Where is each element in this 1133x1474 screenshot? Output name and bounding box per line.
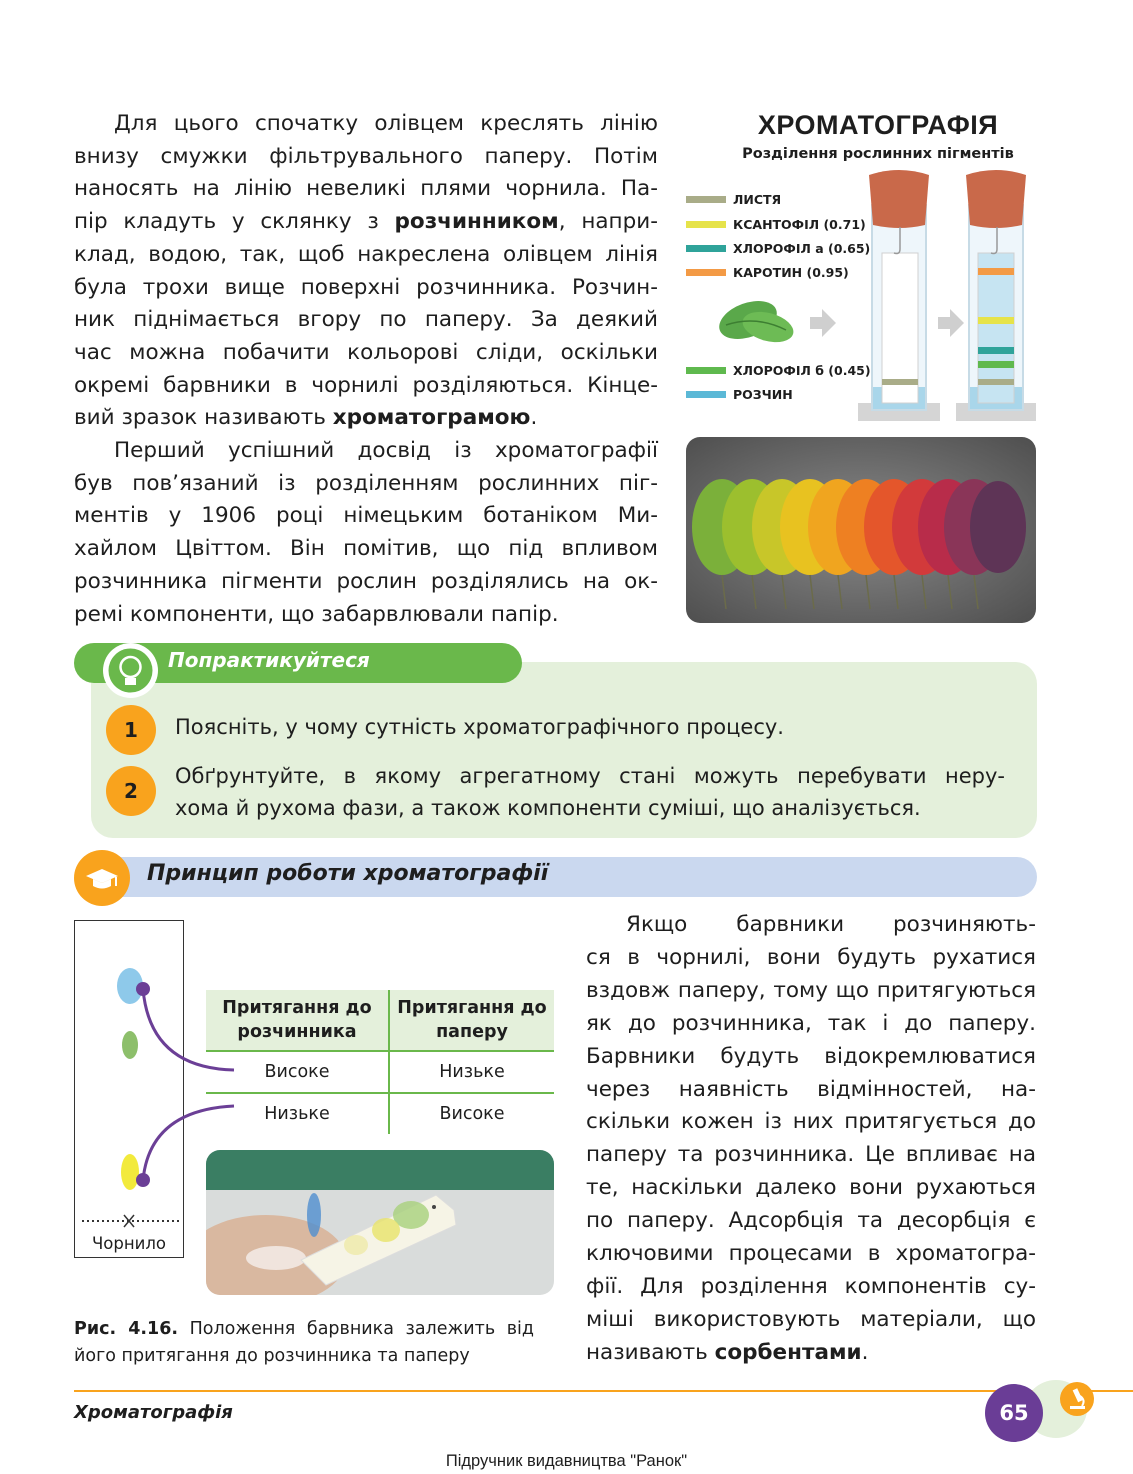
legend-item-leaves: ЛИСТЯ: [686, 190, 781, 208]
question-1: Поясніть, у чому сутність хроматографічного процесу.: [175, 715, 784, 739]
microscope-icon: [1060, 1382, 1094, 1416]
text-line: як до розчинника, так і до паперу.: [586, 1010, 1036, 1036]
text-line: був пов’язаний із розділенням рослинних піг-: [74, 470, 658, 496]
lightbulb-puzzle-icon: [103, 643, 158, 698]
test-tube-2: [956, 170, 1036, 421]
text-line: ник піднімається вгору по паперу. За деякий: [74, 307, 658, 333]
ink-label: Чорнило: [91, 1234, 167, 1253]
legend-item-chlorophyll-b: ХЛОРОФІЛ б (0.45): [686, 361, 871, 379]
section-title: Принцип роботи хроматографії: [147, 861, 549, 886]
text-line: ся в чорнилі, вони будуть рухатися: [586, 944, 1036, 970]
text-line: була трохи вище поверхні розчинника. Розчин-: [74, 274, 658, 300]
text-line: називають сорбентами.: [586, 1339, 869, 1365]
text-line: вздовж паперу, тому що притягуються: [586, 977, 1036, 1003]
text-line: клад, водою, так, щоб накреслена олівцем лінія: [74, 241, 658, 267]
page-number: 65: [985, 1384, 1043, 1442]
practice-label: Попрактикуйтеся: [168, 648, 370, 672]
infographic-subtitle: Розділення рослинних пігментів: [742, 146, 1014, 162]
text-line: Перший успішний досвід із хроматографії: [114, 438, 658, 464]
text-line: ключовими процесами в хроматогра-: [586, 1241, 1036, 1267]
table-header: Притягання до розчинника: [206, 990, 389, 1051]
figure-caption: Рис. 4.16. Положення барвника залежить від його притягання до розчинника та паперу: [74, 1319, 534, 1366]
table-row: [206, 1051, 554, 1093]
attraction-table: [206, 990, 554, 1134]
figure-number: Рис. 4.16.: [74, 1319, 179, 1339]
principle-paragraph: [586, 909, 1036, 1370]
text-line: розчинника пігменти рослин розділялись на ок-: [74, 568, 658, 594]
legend-item-xanthophyll: КСАНТОФІЛ (0.71): [686, 215, 866, 233]
table-header: Притягання до паперу: [389, 990, 554, 1051]
chromatogram-photo: [206, 1150, 554, 1295]
text-line: Для цього спочатку олівцем креслять лінію: [114, 111, 658, 136]
question-number: 2: [106, 766, 156, 816]
paper-strip-in-hand-illustration: [206, 1150, 554, 1295]
text-line: хайлом Цвіттом. Він помітив, що під впливом: [74, 536, 658, 562]
graduation-cap-icon: [74, 850, 130, 906]
legend-item-chlorophyll-a: ХЛОРОФІЛ а (0.65): [686, 239, 870, 257]
chromatography-illustration: [686, 165, 1036, 427]
text-line: пір кладуть у склянку з розчинником, напри-: [74, 209, 658, 235]
table-row: [206, 1093, 554, 1134]
arrow-icon: [810, 309, 836, 337]
text-line: наносять на лінію невеликі плями чорнила. Па-: [74, 176, 658, 202]
table-cell: Низьке: [389, 1051, 554, 1093]
term-solvent: розчинником: [394, 209, 559, 235]
text-line: через наявність відмінностей, на-: [586, 1076, 1036, 1102]
text-line: внизу смужки фільтрувального паперу. Потім: [74, 143, 658, 169]
text-line: ментів у 1906 році німецьким ботаніком Ми-: [74, 503, 658, 529]
leaves-color-gradient-illustration: [686, 437, 1036, 623]
text-line: Якщо барвники розчиняють-: [626, 912, 1036, 937]
table-cell: Високе: [439, 1104, 505, 1124]
text-line: по паперу. Адсорбція та десорбція є: [586, 1208, 1036, 1234]
question-2: Обґрунтуйте, в якому агрегатному стані можуть перебувати неру- хома й рухома фази, а також компоненти суміші, що аналізується.: [175, 764, 1005, 820]
text-line: паперу та розчинника. Це впливає на: [586, 1142, 1036, 1168]
text-line: те, наскільки далеко вони рухаються: [586, 1175, 1036, 1201]
text-line: Барвники будуть відокремлюватися: [586, 1043, 1036, 1069]
footer-rule: [74, 1390, 1133, 1392]
legend-item-carotene: КАРОТИН (0.95): [686, 263, 849, 281]
infographic-title: ХРОМАТОГРАФІЯ: [757, 110, 999, 140]
yellow-spot: [121, 1154, 139, 1190]
leaves-photo: [686, 437, 1036, 623]
test-tube-1: [858, 170, 940, 421]
text-line: міші використовують матеріали, що: [586, 1306, 1036, 1332]
question-number: 1: [106, 705, 156, 755]
text-line: фії. Для розділення компонентів су-: [586, 1273, 1036, 1299]
arrow-icon: [938, 309, 964, 337]
text-line: час можна побачити кольорові сліди, оскільки: [74, 339, 658, 365]
term-chromatogram: хроматограмою: [332, 405, 531, 431]
intro-paragraph: [74, 108, 658, 631]
text-line: окремі барвники в чорнилі розділяються. Кінце-: [74, 372, 658, 398]
legend-item-solution: РОЗЧИН: [686, 385, 793, 403]
text-line: скільки кожен із них притягується до: [586, 1109, 1036, 1135]
publisher-note: Підручник видавництва "Ранок": [445, 1452, 688, 1470]
green-spot: [122, 1031, 138, 1059]
leaf-icon: [714, 294, 797, 347]
term-sorbents: сорбентами: [714, 1339, 862, 1365]
text-line: вий зразок називають хроматограмою.: [74, 405, 538, 431]
table-cell: Низьке: [206, 1093, 389, 1134]
table-cell: Високе: [206, 1051, 389, 1093]
text-line: ремі компоненти, що забарвлювали папір.: [74, 601, 559, 627]
footer-chapter-title: Хроматографія: [74, 1402, 233, 1423]
